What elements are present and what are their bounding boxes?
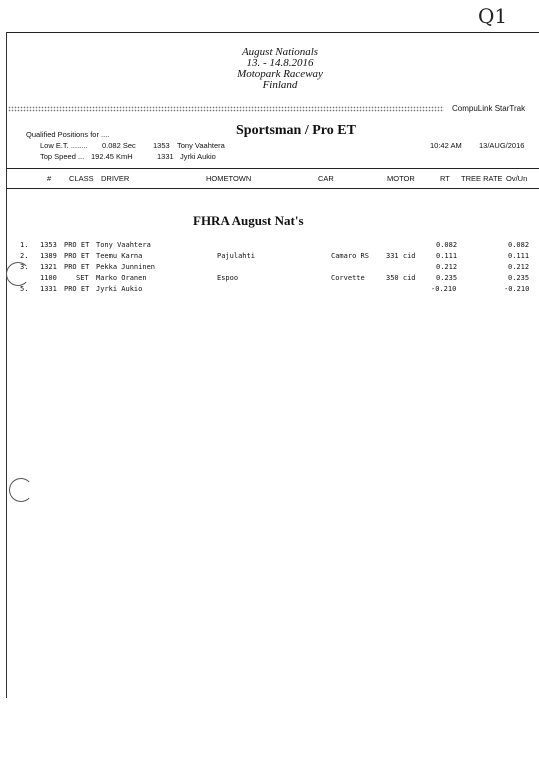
top-speed-label: Top Speed ... xyxy=(40,152,85,161)
row-driver: Pekka Junninen xyxy=(96,263,156,271)
row-class: PRO ET xyxy=(64,252,90,260)
row-rt: 0.111 xyxy=(436,252,458,260)
col-header-motor: MOTOR xyxy=(387,174,415,183)
top-speed-driver: Jyrki Aukio xyxy=(180,152,216,161)
top-border xyxy=(6,32,539,33)
row-class: PRO ET xyxy=(64,241,90,249)
qualified-label: Qualified Positions for .... xyxy=(26,130,110,139)
row-rt: 0.235 xyxy=(436,274,458,282)
col-header-driver: DRIVER xyxy=(101,174,130,183)
row-ovun: 0.111 xyxy=(508,252,530,260)
col-header-number: # xyxy=(47,174,52,183)
row-hometown: Espoo xyxy=(217,274,239,282)
event-venue: Motopark Raceway xyxy=(237,68,323,80)
header-rule-top xyxy=(6,168,539,169)
row-car: Corvette xyxy=(331,274,365,282)
row-hometown: Pajulahti xyxy=(217,252,255,260)
col-header-class: CLASS xyxy=(69,174,94,183)
report-time: 10:42 AM xyxy=(430,141,462,150)
col-header-ov-un: Ov/Un xyxy=(506,174,528,183)
low-et-value: 0.082 Sec xyxy=(102,141,136,150)
row-ovun: 0.235 xyxy=(508,274,530,282)
top-speed-number: 1331 xyxy=(157,152,174,161)
row-ovun: 0.212 xyxy=(508,263,530,271)
row-class: PRO ET xyxy=(64,263,90,271)
row-rt: 0.212 xyxy=(436,263,458,271)
row-position: 1. xyxy=(20,241,29,249)
col-header-tree-rate: TREE RATE xyxy=(461,174,503,183)
row-driver: Marko Oranen xyxy=(96,274,147,282)
row-number: 1100 xyxy=(40,274,57,282)
col-header-car: CAR xyxy=(318,174,334,183)
row-driver: Tony Vaahtera xyxy=(96,241,151,249)
race-title: FHRA August Nat's xyxy=(193,213,304,228)
row-position: 5. xyxy=(20,285,29,293)
row-ovun: 0.082 xyxy=(508,241,530,249)
row-rt: -0.210 xyxy=(431,285,457,293)
col-header-hometown: HOMETOWN xyxy=(206,174,252,183)
brand-label: CompuLink StarTrak xyxy=(452,104,526,113)
row-number: 1353 xyxy=(40,241,57,249)
event-country: Finland xyxy=(262,79,298,91)
row-rt: 0.082 xyxy=(436,241,458,249)
col-header-rt: RT xyxy=(440,174,450,183)
row-number: 1321 xyxy=(40,263,57,271)
top-speed-value: 192.45 KmH xyxy=(91,152,133,161)
low-et-driver: Tony Vaahtera xyxy=(177,141,225,150)
left-border xyxy=(6,32,7,698)
row-motor: 350 cid xyxy=(386,274,416,282)
punch-hole-mark xyxy=(9,478,33,502)
report-date: 13/AUG/2016 xyxy=(479,141,525,150)
row-class: SET xyxy=(76,274,89,282)
header-rule-bottom xyxy=(6,188,539,189)
row-driver: Teemu Karna xyxy=(96,252,143,260)
dotted-band xyxy=(8,106,444,112)
row-driver: Jyrki Aukio xyxy=(96,285,143,293)
class-title: Sportsman / Pro ET xyxy=(236,123,356,138)
row-ovun: -0.210 xyxy=(504,285,530,293)
punch-hole-mark xyxy=(6,262,30,286)
row-number: 1331 xyxy=(40,285,57,293)
row-position: 3. xyxy=(20,263,29,271)
handwritten-page-mark: Q1 xyxy=(478,4,508,28)
row-number: 1389 xyxy=(40,252,57,260)
row-car: Camaro RS xyxy=(331,252,369,260)
event-dates: 13. - 14.8.2016 xyxy=(246,57,314,69)
event-header xyxy=(170,47,390,91)
row-position: 2. xyxy=(20,252,29,260)
row-motor: 331 cid xyxy=(386,252,416,260)
low-et-label: Low E.T. ........ xyxy=(40,141,88,150)
event-name: August Nationals xyxy=(241,46,319,58)
low-et-number: 1353 xyxy=(153,141,170,150)
row-class: PRO ET xyxy=(64,285,90,293)
